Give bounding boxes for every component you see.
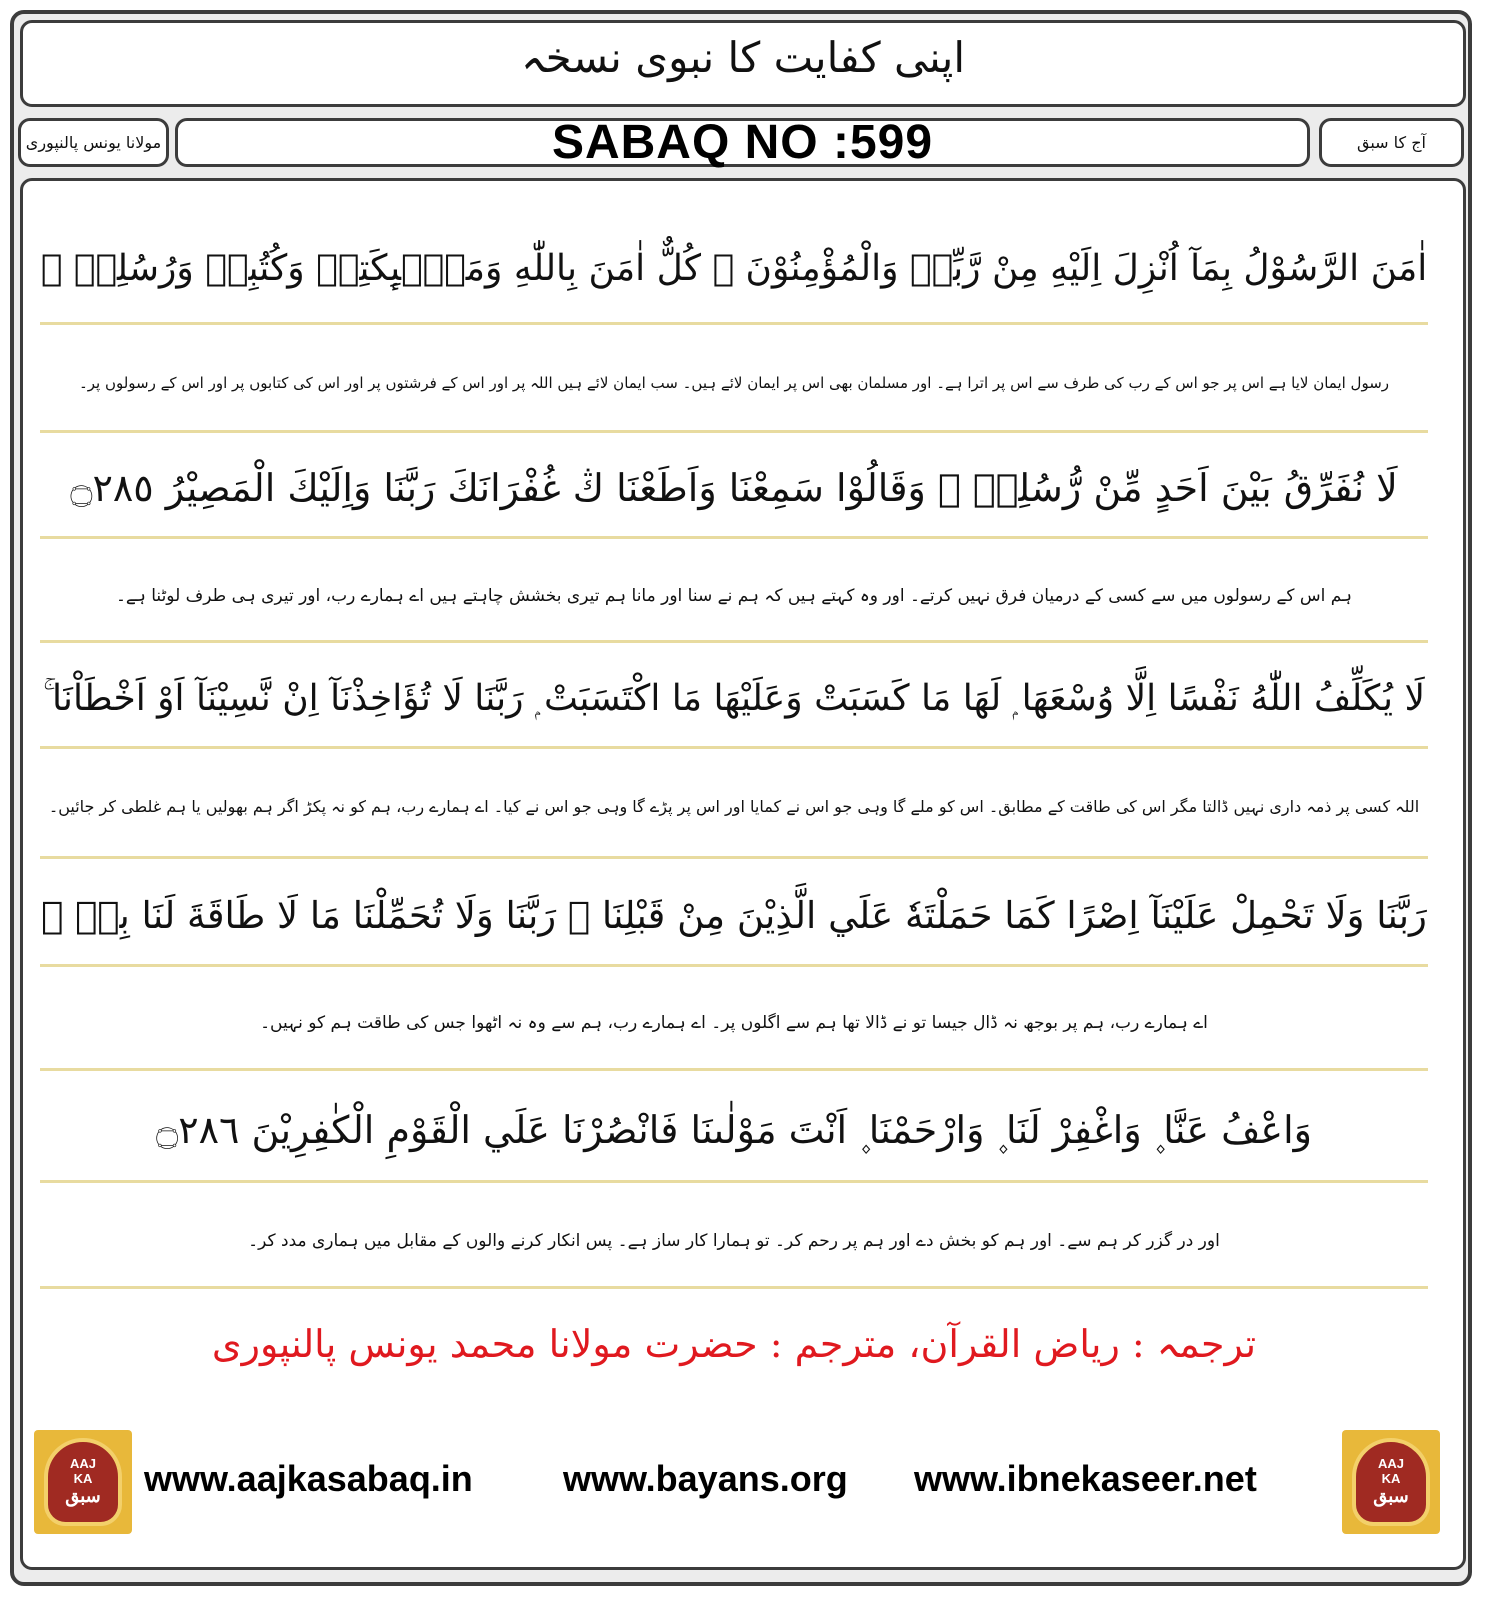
translation-credit: ترجمہ : ریاض القرآن، مترجم : حضرت مولانا محمد یونس پالنپوری (211, 1322, 1257, 1366)
author-box (18, 118, 169, 167)
logo-badge (44, 1438, 122, 1526)
divider (40, 856, 1428, 859)
divider (40, 1180, 1428, 1183)
sabaq-box (175, 118, 1310, 167)
today-box (1319, 118, 1464, 167)
divider (40, 536, 1428, 539)
logo-text: KA (73, 1471, 93, 1486)
logo-text: AAJ (1377, 1456, 1404, 1471)
translation-4: اے ہمارے رب، ہم پر بوجھ نہ ڈال جیسا تو نے ڈالا تھا ہم سے اگلوں پر۔ اے ہمارے رب، ہم سے وہ نہ اٹھوا جس کی طاقت ہم کو نہیں۔ (260, 1013, 1208, 1033)
divider (40, 322, 1428, 325)
translation-5: اور در گزر کر ہم سے۔ اور ہم کو بخش دے اور ہم پر رحم کر۔ تو ہمارا کار ساز ہے۔ پس انکار کرنے والوں کے مقابل میں ہماری مدد کر۔ (248, 1231, 1220, 1251)
aaj-ka-sabaq-logo-left (34, 1430, 132, 1534)
divider (40, 640, 1428, 643)
sabaq-number: SABAQ NO :599 (551, 116, 934, 169)
divider (40, 964, 1428, 967)
logo-badge (1352, 1438, 1430, 1526)
divider (40, 1068, 1428, 1071)
verse-2: لَا نُفَرِّقُ بَيْنَ اَحَدٍ مِّنْ رُّسُلِهٖ ۣ وَقَالُوْا سَمِعْنَا وَاَطَعْنَا ڭ غُفْرَانَكَ رَبَّنَا وَاِلَيْكَ الْمَصِيْرُ ۝٢٨٥ (70, 466, 1398, 510)
translation-2: ہم اس کے رسولوں میں سے کسی کے درمیان فرق نہیں کرتے۔ اور وہ کہتے ہیں کہ ہم نے سنا اور مانا ہم تیری بخشش چاہتے ہیں اے ہمارے رب، اور تیری ہی طرف لوٹنا ہے۔ (115, 586, 1353, 606)
logo-text: KA (1381, 1471, 1401, 1486)
divider (40, 746, 1428, 749)
website-links (140, 1458, 1340, 1502)
page-title: اپنی کفایت کا نبوی نسخہ (520, 33, 965, 82)
author-label: مولانا یونس پالنپوری (25, 133, 162, 152)
link-bayans[interactable]: www.bayans.org (563, 1458, 848, 1499)
divider (40, 430, 1428, 433)
verse-1: اٰمَنَ الرَّسُوْلُ بِمَآ اُنْزِلَ اِلَيْهِ مِنْ رَّبِّهٖ وَالْمُؤْمِنُوْنَ ۭ كُلٌّ اٰمَنَ بِاللّٰهِ وَمَلٰۗىِٕكَتِهٖ وَكُتُبِهٖ وَرُسُلِهٖ ۣ (40, 248, 1428, 289)
translation-1: رسول ایمان لایا ہے اس پر جو اس کے رب کی طرف سے اس پر اترا ہے۔ اور مسلمان بھی اس پر ایمان لائے ہیں۔ سب ایمان لائے ہیں اللہ پر اور اس کے فرشتوں پر اور اس کی کتابوں پر اور اس کے رسولوں پر۔ (78, 374, 1390, 392)
translation-3: اللہ کسی پر ذمہ داری نہیں ڈالتا مگر اس کی طاقت کے مطابق۔ اس کو ملے گا وہی جو اس نے کمایا اور اس پر پڑے گا وہی جو اس نے کیا۔ اے ہمارے رب، ہم کو نہ پکڑ اگر ہم بھولیں یا ہم غلطی کر جائیں۔ (48, 797, 1420, 816)
aaj-ka-sabaq-logo-right (1342, 1430, 1440, 1534)
link-aajkasabaq[interactable]: www.aajkasabaq.in (144, 1458, 473, 1499)
title-box (20, 20, 1466, 107)
divider (40, 1286, 1428, 1289)
verse-3: لَا يُكَلِّفُ اللّٰهُ نَفْسًا اِلَّا وُسْعَهَا ۭ لَهَا مَا كَسَبَتْ وَعَلَيْهَا مَا اكْتَسَبَتْ ۭ رَبَّنَا لَا تُؤَاخِذْنَآ اِنْ نَّسِيْنَآ اَوْ اَخْطَاْنَا ۚ (42, 678, 1426, 719)
link-ibnekaseer[interactable]: www.ibnekaseer.net (914, 1458, 1257, 1499)
logo-text: سبق (1373, 1486, 1409, 1506)
logo-text: سبق (65, 1486, 101, 1506)
verse-4: رَبَّنَا وَلَا تَحْمِلْ عَلَيْنَآ اِصْرًا كَمَا حَمَلْتَهٗ عَلَي الَّذِيْنَ مِنْ قَبْلِنَا ۚ رَبَّنَا وَلَا تُحَمِّلْنَا مَا لَا طَاقَةَ لَنَا بِهٖ ۚ (41, 894, 1427, 937)
verse-5: وَاعْفُ عَنَّا ۪ وَاغْفِرْ لَنَا ۪ وَارْحَمْنَا ۪ اَنْتَ مَوْلٰىنَا فَانْصُرْنَا عَلَي الْقَوْمِ الْكٰفِرِيْنَ ۝٢٨٦ (155, 1108, 1313, 1152)
today-label: آج کا سبق (1356, 133, 1426, 152)
logo-text: AAJ (69, 1456, 96, 1471)
